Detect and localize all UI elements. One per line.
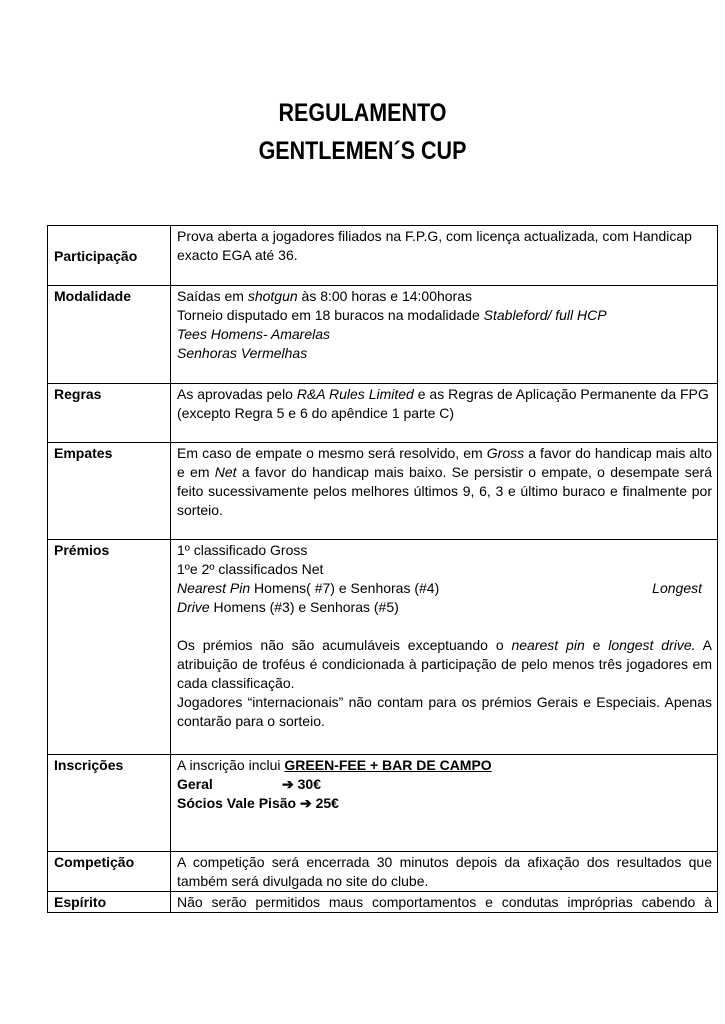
content-premios xyxy=(171,540,718,755)
title-line-1: REGULAMENTO xyxy=(278,99,447,127)
premios-line-3: Nearest Pin Homens( #7) e Senhoras (#4) Longest xyxy=(177,580,702,596)
arrow-icon: ➔ xyxy=(299,795,312,811)
premios-paragraph-2: Os prémios não são acumuláveis exceptuando o nearest pin e longest drive. A atribuição de troféus é condicionada à participação de pelo menos três jogadores em cada classificação. xyxy=(177,637,712,691)
content-modalidade xyxy=(171,286,718,384)
label-competicao: Competição xyxy=(48,852,171,892)
premios-paragraph-3: Jogadores “internacionais” não contam para os prémios Gerais e Especiais. Apenas contarão para o sorteio. xyxy=(177,694,712,729)
row-modalidade xyxy=(48,286,718,384)
row-premios xyxy=(48,540,718,755)
document-title xyxy=(51,94,675,170)
content-participacao xyxy=(171,226,718,286)
row-regras xyxy=(48,384,718,443)
inscricoes-geral: Geral ➔ 30€ xyxy=(177,776,321,792)
label-empates: Empates xyxy=(48,443,171,540)
title-line-2: GENTLEMEN´S CUP xyxy=(258,137,467,165)
participacao-text: Prova aberta a jogadores filiados na F.P.G, com licença actualizada, com Handicap exacto EGA até 36. xyxy=(177,228,692,263)
row-competicao xyxy=(48,852,718,892)
rules-table xyxy=(47,225,718,913)
inscricoes-socios: Sócios Vale Pisão ➔ 25€ xyxy=(177,795,339,811)
label-premios: Prémios xyxy=(48,540,171,755)
label-participacao: Participação xyxy=(48,226,171,286)
inscricoes-line-1: A inscrição inclui GREEN-FEE + BAR DE CAMPO xyxy=(177,757,492,773)
modalidade-line-2: Torneio disputado em 18 buracos na modalidade Stableford/ full HCP xyxy=(177,307,607,323)
row-participacao xyxy=(48,226,718,286)
content-espirito xyxy=(171,892,718,913)
content-empates: Em caso de empate o mesmo será resolvido, em Gross a favor do handicap mais alto e em Net a favor do handicap mais baixo. Se persistir o empate, o desempate será feito sucessivamente pelos melhores últimos 9, 6, 3 e último buraco e finalmente por sorteio. xyxy=(171,443,718,540)
label-regras: Regras xyxy=(48,384,171,443)
premios-line-2: 1ºe 2º classificados Net xyxy=(177,561,324,577)
label-inscricoes: Inscrições xyxy=(48,755,171,852)
content-inscricoes xyxy=(171,755,718,852)
arrow-icon: ➔ xyxy=(282,776,294,792)
row-espirito xyxy=(48,892,718,913)
modalidade-line-1: Saídas em shotgun às 8:00 horas e 14:00horas xyxy=(177,288,472,304)
premios-line-1: 1º classificado Gross xyxy=(177,542,308,558)
label-espirito: Espírito xyxy=(48,892,171,913)
content-competicao xyxy=(171,852,718,892)
competicao-text: A competição será encerrada 30 minutos depois da afixação dos resultados que também será divulgada no site do clube. xyxy=(177,854,712,889)
espirito-text: Não serão permitidos maus comportamentos e condutas impróprias cabendo à xyxy=(177,894,712,910)
modalidade-line-3: Tees Homens- Amarelas xyxy=(177,326,331,342)
modalidade-line-4: Senhoras Vermelhas xyxy=(177,345,308,361)
label-modalidade: Modalidade xyxy=(48,286,171,384)
content-regras: As aprovadas pelo R&A Rules Limited e as Regras de Aplicação Permanente da FPG (excepto Regra 5 e 6 do apêndice 1 parte C) xyxy=(171,384,718,443)
row-empates xyxy=(48,443,718,540)
row-inscricoes xyxy=(48,755,718,852)
premios-line-4: Drive Homens (#3) e Senhoras (#5) xyxy=(177,599,399,615)
